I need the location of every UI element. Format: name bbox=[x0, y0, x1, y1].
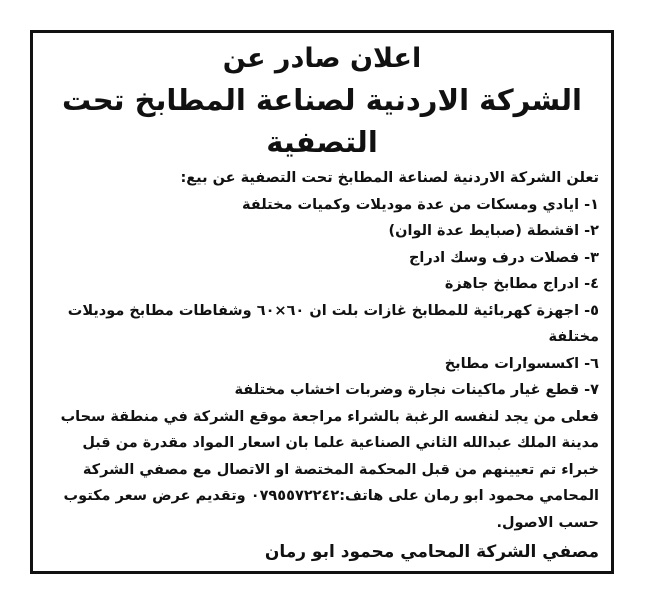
list-item: ٢- اقشطة (صبايط عدة الوان) bbox=[388, 223, 599, 239]
signature: مصفي الشركة المحامي محمود ابو رمان bbox=[264, 542, 599, 562]
list-item: ٦- اكسسوارات مطابخ bbox=[444, 355, 599, 372]
announcement-frame bbox=[30, 30, 614, 574]
list-item: ٧- قطع غيار ماكينات نجارة وضربات اخشاب مختلفة bbox=[234, 382, 599, 398]
intro-text: تعلن الشركة الاردنية لصناعة المطابخ تحت التصفية عن بيع: bbox=[180, 170, 599, 186]
company-name-title: الشركة الاردنية لصناعة المطابخ تحت التصفية bbox=[62, 83, 582, 159]
list-item: ٥- اجهزة كهربائية للمطابخ غازات بلت ان ٦٠×٦٠ وشفاطات مطابخ موديلات مختلفة bbox=[67, 302, 599, 345]
list-item: ٣- فصلات درف وسك ادراج bbox=[408, 249, 599, 266]
list-item: ٤- ادراج مطابخ جاهزة bbox=[444, 276, 599, 292]
announcement-body bbox=[45, 165, 599, 536]
list-item: ١- ايادي ومسكات من عدة موديلات وكميات مختلفة bbox=[242, 196, 599, 213]
announcement-title: اعلان صادر عن bbox=[222, 43, 422, 74]
closing-paragraph: فعلى من يجد لنفسه الرغبة بالشراء مراجعة موقع الشركة في منطقة سحاب مدينة الملك عبدالله الثاني الصناعية علما بان اسعار المواد مقدرة من قبل خبراء تم تعيينهم من قبل المحكمة المختصة او الاتصال مع مصفي الشركة المحامي محمود ابو رمان على هاتف:٠٧٩٥٥٧٢٢٤٢ وتقديم عرض سعر مكتوب حسب الاصول. bbox=[60, 408, 599, 531]
